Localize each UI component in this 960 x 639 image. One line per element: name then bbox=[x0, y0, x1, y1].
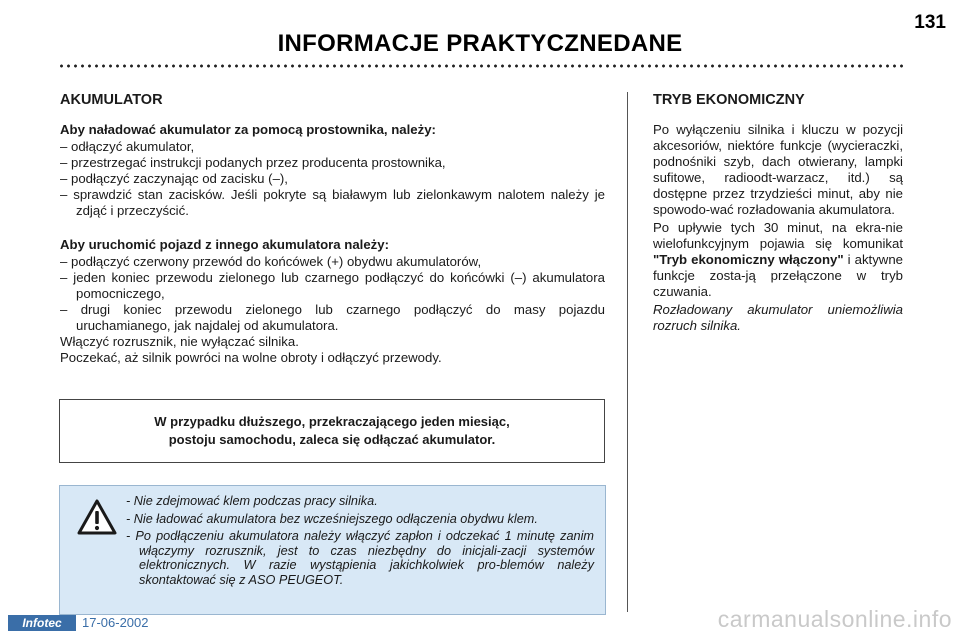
list-item: – drugi koniec przewodu zielonego lub czarnego podłączyć do masy pojazdu uruchamianego, jak najdalej od akumulatora. bbox=[60, 302, 605, 333]
economy-message: "Tryb ekonomiczny włączony" bbox=[653, 252, 844, 267]
economy-text: i aktywne funkcje zosta-ją przełączone w tryb czuwania. bbox=[653, 252, 903, 299]
watermark: carmanualsonline.info bbox=[717, 606, 952, 632]
battery-heading: AKUMULATOR bbox=[60, 92, 163, 108]
footer-date: 17-06-2002 bbox=[82, 615, 149, 630]
warning-box bbox=[59, 485, 606, 615]
notice-line-1: W przypadku dłuższego, przekraczającego jeden miesiąc, bbox=[154, 414, 510, 429]
notice-box bbox=[59, 399, 605, 463]
economy-heading: TRYB EKONOMICZNY bbox=[653, 92, 805, 108]
start-after-2: Poczekać, aż silnik powróci na wolne obroty i odłączyć przewody. bbox=[60, 350, 442, 365]
battery-section bbox=[60, 92, 605, 366]
economy-paragraph-1: Po wyłączeniu silnika i kluczu w pozycji akcesoriów, niektóre funkcje (wycieraczki, podnośniki szyb, dach otwierany, lampki sufitowe, radioodt-warzacz, itd.) są dostępne przez trzydzieści minut, aby nie spowodo-wać rozładowania akumulatora. bbox=[653, 122, 903, 217]
column-divider bbox=[627, 92, 628, 612]
start-lead: Aby uruchomić pojazd z innego akumulatora należy: bbox=[60, 237, 390, 252]
page-number: 131 bbox=[914, 12, 946, 33]
warning-triangle-icon bbox=[76, 498, 118, 536]
charge-steps bbox=[60, 139, 605, 219]
warning-list bbox=[126, 494, 594, 590]
charge-lead: Aby naładować akumulator za pomocą prostownika, należy: bbox=[60, 122, 436, 137]
economy-mode-section bbox=[653, 92, 903, 336]
economy-text: Po upływie tych 30 minut, na ekra-nie wielofunkcyjnym pojawia się komunikat bbox=[653, 220, 903, 251]
economy-paragraph-3: Rozładowany akumulator uniemożliwia rozruch silnika. bbox=[653, 302, 903, 333]
list-item: – odłączyć akumulator, bbox=[60, 139, 195, 154]
infotec-logo: Infotec bbox=[8, 615, 76, 631]
warning-item: - Nie zdejmować klem podczas pracy silnika. bbox=[126, 494, 378, 508]
list-item: – podłączyć czerwony przewód do końcówek (+) obydwu akumulatorów, bbox=[60, 254, 482, 269]
notice-line-2: postoju samochodu, zaleca się odłączać akumulator. bbox=[168, 432, 496, 447]
warning-item: - Po podłączeniu akumulatora należy włączyć zapłon i odczekać 1 minutę zanim włączymy rozrusznik, jest to czas niezbędny do inicjali-zacji systemów elektronicznych. W razie wystąpienia jakichkolwiek pro-blemów należy skontaktować się z ASO PEUGEOT. bbox=[126, 529, 594, 587]
list-item: – sprawdzić stan zacisków. Jeśli pokryte są białawym lub zielonkawym nalotem należy je zdjąć i przeczyścić. bbox=[60, 187, 605, 218]
warning-item: - Nie ładować akumulatora bez wcześniejszego odłączenia obydwu klem. bbox=[126, 511, 538, 526]
list-item: – podłączyć zaczynając od zacisku (–), bbox=[60, 171, 288, 186]
list-item: – jeden koniec przewodu zielonego lub czarnego podłączyć do końcówki (–) akumulatora pomocniczego, bbox=[60, 270, 605, 301]
list-item: – przestrzegać instrukcji podanych przez producenta prostownika, bbox=[60, 155, 446, 170]
dotted-divider bbox=[58, 64, 906, 68]
page-title: INFORMACJE PRAKTYCZNEDANE bbox=[277, 30, 683, 57]
start-after-1: Włączyć rozrusznik, nie wyłączać silnika. bbox=[60, 334, 299, 349]
start-steps bbox=[60, 254, 605, 334]
economy-paragraph-2 bbox=[653, 220, 903, 300]
